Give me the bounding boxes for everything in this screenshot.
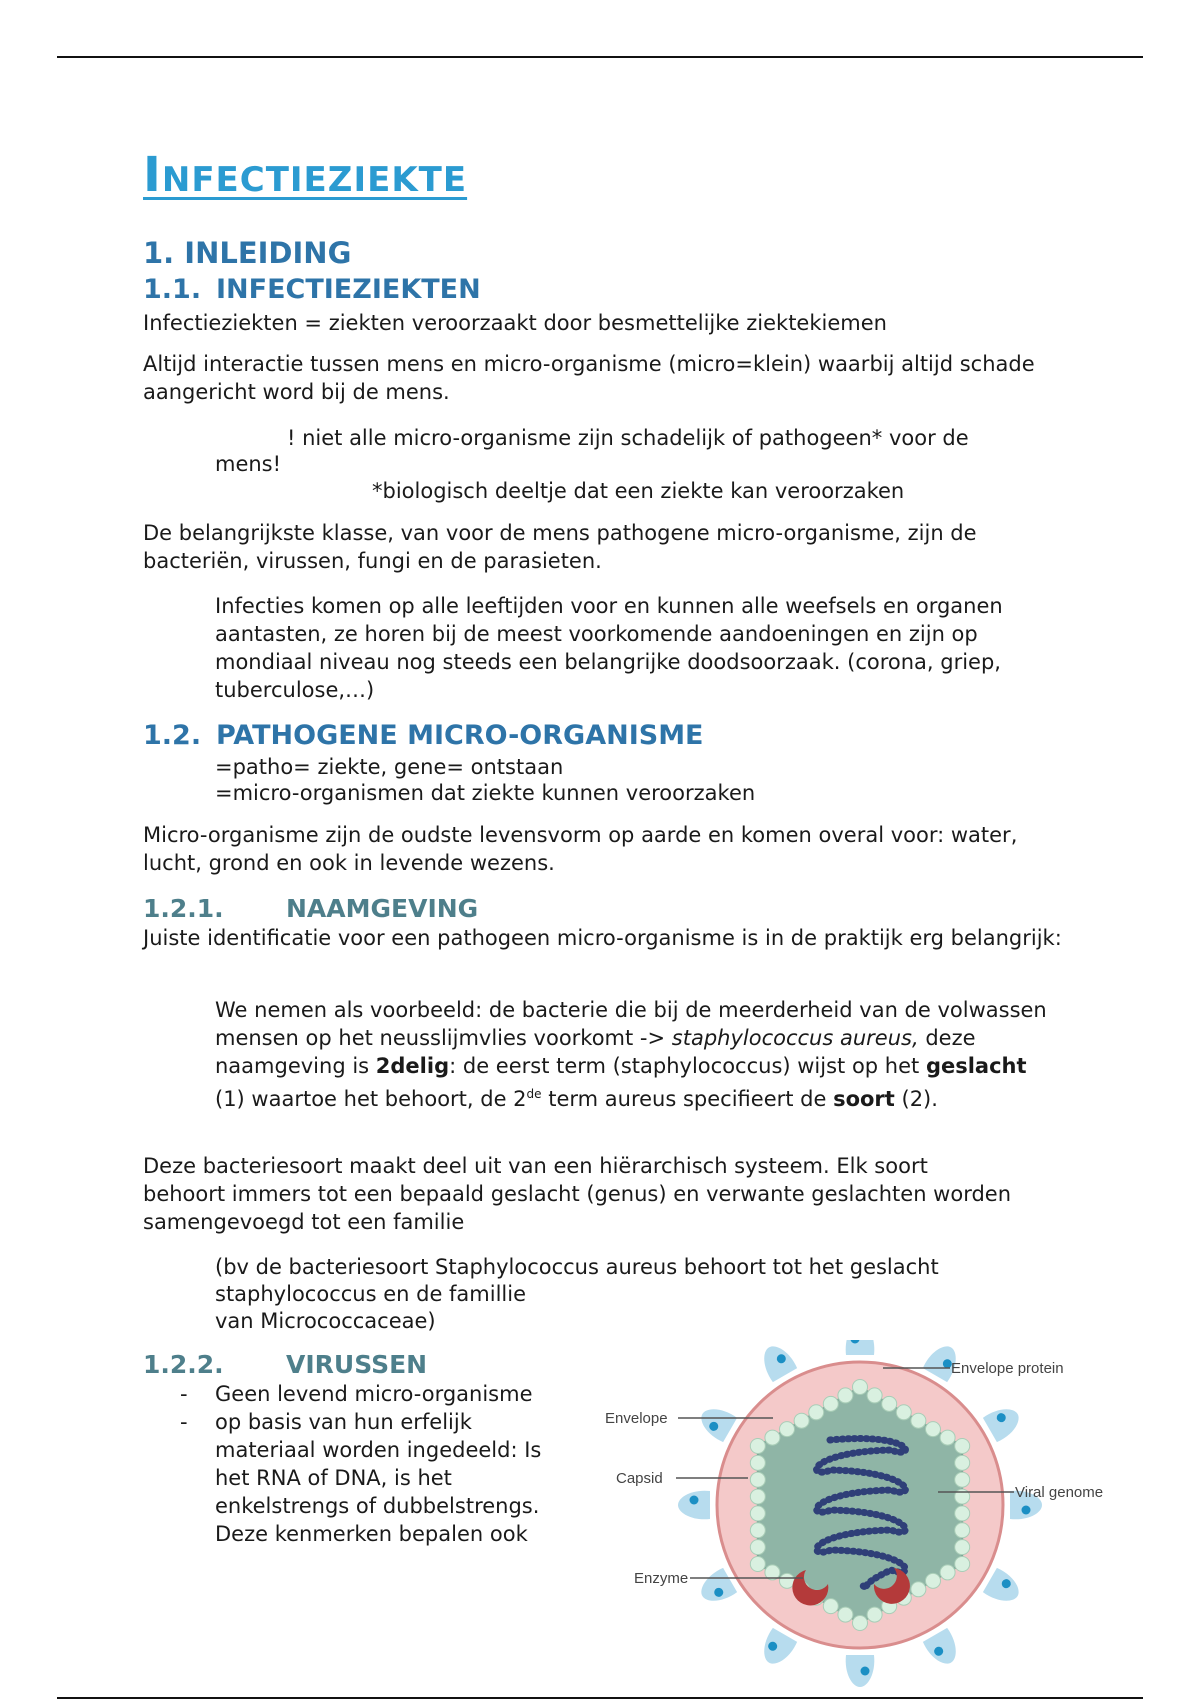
example-line-1: (bv de bacteriesoort Staphylococcus aureus behoort tot het geslacht <box>215 1255 939 1279</box>
capsomere <box>955 1557 970 1572</box>
label-viral-genome: Viral genome <box>1015 1484 1104 1501</box>
capsomere <box>750 1557 765 1572</box>
section-number: 1.2.1. <box>143 894 224 923</box>
spike-body <box>695 1402 737 1443</box>
virus-diagram <box>598 1340 1118 1690</box>
species-name: staphylococcus aureus, <box>671 1026 919 1050</box>
header-rule <box>57 56 1143 58</box>
paragraph-oldest-life: Micro-organisme zijn de oudste levensvorm op aarde en komen overal voor: water, lucht, grond en ook in levende wezens. <box>143 823 1018 875</box>
definition-patho: =patho= ziekte, gene= ontstaan <box>215 755 564 779</box>
heading-virussen <box>143 1350 427 1380</box>
spike-dot <box>690 1496 699 1505</box>
capsomere <box>955 1506 970 1521</box>
list-item: - op basis van hun erfelijk materiaal worden ingedeeld: Is het RNA of DNA, is het enkelstrengs of dubbelstrengs. Deze kenmerken bepalen ook <box>143 1408 573 1548</box>
envelope-spike <box>846 1655 875 1687</box>
section-number: 1.2. <box>143 720 202 751</box>
footnote-pathogen: *biologisch deeltje dat een ziekte kan veroorzaken <box>372 479 905 503</box>
footer-rule <box>57 1697 1143 1699</box>
capsomere <box>955 1523 970 1538</box>
paragraph-identification: Juiste identificatie voor een pathogeen micro-organisme is in de praktijk erg belangrijk: <box>143 926 1062 950</box>
spike-dot <box>1022 1506 1031 1515</box>
section-number: 1.1. <box>143 274 202 305</box>
capsomere <box>823 1599 838 1614</box>
text-run: We nemen als voorbeeld: de bacterie die bij de meerderheid van de volwassen mensen op het neusslijmvlies voorkomt -> <box>215 998 1047 1050</box>
paragraph-hierarchy: Deze bacteriesoort maakt deel uit van een hiërarchisch systeem. Elk soort behoort immers tot een bepaald geslacht (genus) en verwante geslachten worden samengevoegd tot een familie <box>143 1154 1012 1234</box>
document-title: Infectieziekte <box>143 147 468 203</box>
capsomere <box>750 1489 765 1504</box>
bold-term: geslacht <box>925 1054 1027 1078</box>
spike-body <box>695 1568 737 1609</box>
capsomere <box>955 1472 970 1487</box>
note-not-all-harmful-end: mens! <box>215 452 282 476</box>
paragraph-example <box>215 996 1060 1113</box>
spike-body <box>757 1628 798 1670</box>
note-not-all-harmful: ! niet alle micro-organisme zijn schadelijk of pathogeen* voor de <box>287 426 969 450</box>
capsomere <box>955 1455 970 1470</box>
capsomere <box>925 1573 940 1588</box>
definition-micro-organismen: =micro-organismen dat ziekte kunnen veroorzaken <box>215 781 756 805</box>
spike-body <box>846 1340 875 1355</box>
capsomere <box>750 1472 765 1487</box>
capsomere <box>750 1540 765 1555</box>
capsomere <box>780 1422 795 1437</box>
bold-term: 2delig <box>375 1054 450 1078</box>
capsomere <box>809 1405 824 1420</box>
envelope-spike <box>846 1340 875 1355</box>
paragraph-definition: Infectieziekten = ziekten veroorzaakt door besmettelijke ziektekiemen <box>143 311 887 335</box>
section-title: VIRUSSEN <box>286 1350 428 1379</box>
text-run: : de eerst term (staphylococcus) wijst op het <box>449 1054 926 1078</box>
capsomere <box>853 1380 868 1395</box>
heading-inleiding: 1. INLEIDING <box>143 236 352 270</box>
capsomere <box>955 1540 970 1555</box>
section-number: 1.2.2. <box>143 1350 224 1379</box>
list-item: - Geen levend micro-organisme <box>143 1380 573 1408</box>
spike-body <box>983 1402 1025 1443</box>
heading-pathogene <box>143 720 704 752</box>
capsomere <box>911 1582 926 1597</box>
spike-body <box>846 1655 875 1687</box>
envelope-spike <box>983 1402 1025 1443</box>
capsomere <box>955 1439 970 1454</box>
text-run: (2). <box>894 1087 938 1111</box>
capsomere <box>940 1565 955 1580</box>
section-title: INFECTIEZIEKTEN <box>216 274 481 305</box>
capsomere <box>940 1430 955 1445</box>
spike-body <box>923 1628 964 1670</box>
heading-infectieziekten <box>143 274 481 306</box>
capsomere <box>750 1455 765 1470</box>
example-line-3: van Micrococcaceae) <box>215 1309 436 1333</box>
label-capsid: Capsid <box>616 1470 663 1487</box>
capsomere <box>750 1439 765 1454</box>
paragraph-infections: Infecties komen op alle leeftijden voor en kunnen alle weefsels en organen aantasten, ze horen bij de meest voorkomende aandoeningen en zijn op mondiaal niveau nog steeds een belangrijke doodsoorzaak. (corona, griep, tuberculose,…) <box>215 594 1003 702</box>
paragraph-interaction: Altijd interactie tussen mens en micro-organisme (micro=klein) waarbij altijd schade aangericht word bij de mens. <box>143 352 1035 404</box>
capsomere <box>925 1422 940 1437</box>
capsomere <box>780 1573 795 1588</box>
capsomere <box>750 1523 765 1538</box>
capsomere <box>838 1388 853 1403</box>
envelope-spike <box>695 1402 737 1443</box>
envelope-spike <box>757 1628 798 1670</box>
capsomere <box>911 1413 926 1428</box>
label-enzyme: Enzyme <box>634 1570 689 1587</box>
virus-bullet-list <box>143 1380 573 1548</box>
section-title: PATHOGENE MICRO-ORGANISME <box>216 720 704 751</box>
envelope-spike <box>695 1568 737 1609</box>
label-envelope-protein: Envelope protein <box>951 1360 1064 1377</box>
section-title: NAAMGEVING <box>286 894 479 923</box>
superscript: de <box>526 1087 542 1101</box>
bold-term: soort <box>833 1087 895 1111</box>
label-envelope: Envelope <box>605 1410 668 1427</box>
capsomere <box>765 1430 780 1445</box>
capsomere <box>750 1506 765 1521</box>
capsomere <box>882 1396 897 1411</box>
spike-body <box>983 1568 1025 1609</box>
spike-body <box>757 1340 798 1382</box>
text-run: deze naamgeving is <box>215 1026 976 1078</box>
example-line-2: staphylococcus en de famillie <box>215 1282 527 1306</box>
capsomere <box>823 1396 838 1411</box>
envelope-spike <box>757 1340 798 1382</box>
capsomere <box>867 1607 882 1622</box>
paragraph-classes: De belangrijkste klasse, van voor de mens pathogene micro-organisme, zijn de bacteriën, virussen, fungi en de parasieten. <box>143 521 977 573</box>
capsomere <box>867 1388 882 1403</box>
capsomere <box>853 1616 868 1631</box>
envelope-spike <box>923 1628 964 1670</box>
spike-body <box>678 1491 710 1520</box>
text-run: term aureus specifieert de <box>541 1087 834 1111</box>
spike-dot <box>861 1667 870 1676</box>
text-run: (1) waartoe het behoort, de 2 <box>215 1087 527 1111</box>
heading-naamgeving <box>143 894 478 924</box>
capsomere <box>896 1405 911 1420</box>
envelope-spike <box>983 1568 1025 1609</box>
envelope-spike <box>678 1491 710 1520</box>
capsomere <box>794 1413 809 1428</box>
capsomere <box>838 1607 853 1622</box>
